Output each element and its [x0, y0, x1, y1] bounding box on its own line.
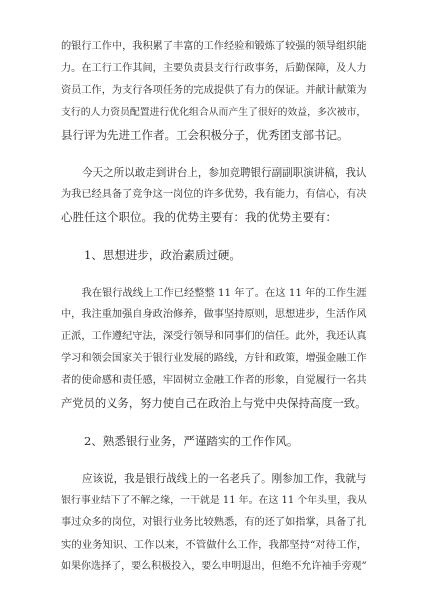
paragraph-gap: [61, 266, 367, 282]
text-line: 我在银行战线上工作已经整整 11 年了。在这 11 年的工作生涯: [61, 287, 367, 299]
paragraph-gap: [61, 414, 367, 430]
section-heading-1: [61, 244, 367, 266]
text-line: 应该说，我是银行战线上的一名老兵了。刚参加工作，我就与: [61, 473, 367, 485]
text-line: 力。在工行工作其间，主要负责县支行行政事务，后勤保障，及人力: [61, 63, 367, 74]
text-line: 如果你选择了，要么积极投入，要么申明退出，但绝不允许袖手旁观”: [61, 561, 367, 572]
text-line: 产党员的义务，努力使自己在政治上与党中央保持高度一致。: [61, 396, 367, 410]
text-line: 事过众多的岗位，对银行业务比较熟悉，有的还了如指掌，具备了扎: [61, 517, 367, 528]
paragraph-gap: [61, 228, 367, 244]
text-line: 正派，工作遵纪守法，深受行领导和同事们的信任。此外，我还认真: [61, 331, 367, 342]
text-line: 心胜任这个职位。我的优势主要有：我的优势主要有：: [61, 210, 337, 224]
paragraph-gap: [61, 452, 367, 468]
text-line: 银行事业结下了不解之缘，一干就是 11 年。在这 11 个年头里，我从: [61, 495, 367, 506]
paragraph-2: [61, 162, 367, 228]
text-line: 为我已经具备了竞争这一岗位的许多优势，我有能力，有信心，有决: [61, 189, 367, 200]
paragraph-1: [61, 36, 367, 146]
text-line: 今天之所以敢走到讲台上，参加竞聘银行副副职演讲稿，我认: [61, 167, 367, 179]
text-line: 资员工作，为支行各项任务的完成提供了有力的保证。并献计献策为: [61, 85, 367, 96]
paragraph-4: [61, 468, 367, 578]
heading-line: 1、思想进步，政治素质过硬。: [61, 248, 241, 262]
text-line: 县行评为先进工作者。工会积极分子，优秀团支部书记。: [61, 128, 349, 142]
text-line: 实的业务知识、工作以来，不管做什么工作，我都坚持“对待工作，: [61, 539, 368, 551]
text-line: 的银行工作中，我积累了丰富的工作经验和锻炼了较强的领导组织能: [61, 41, 367, 52]
text-line: 学习和领会国家关于银行业发展的路线，方针和政策，增强金融工作: [61, 353, 367, 364]
paragraph-gap: [61, 146, 367, 162]
section-heading-2: [61, 430, 367, 452]
paragraph-3: [61, 282, 367, 414]
text-line: 中，我注重加强自身政治修养，做事坚持原则，思想进步，生活作风: [61, 309, 367, 320]
text-line: 者的使命感和责任感，牢固树立金融工作者的形象，自觉履行一名共: [61, 375, 367, 386]
text-line: 支行的人力资员配置进行优化组合从而产生了很好的效益，多次被市，: [61, 107, 367, 118]
heading-line: 2、熟悉银行业务，严谨踏实的工作作风。: [61, 434, 299, 448]
